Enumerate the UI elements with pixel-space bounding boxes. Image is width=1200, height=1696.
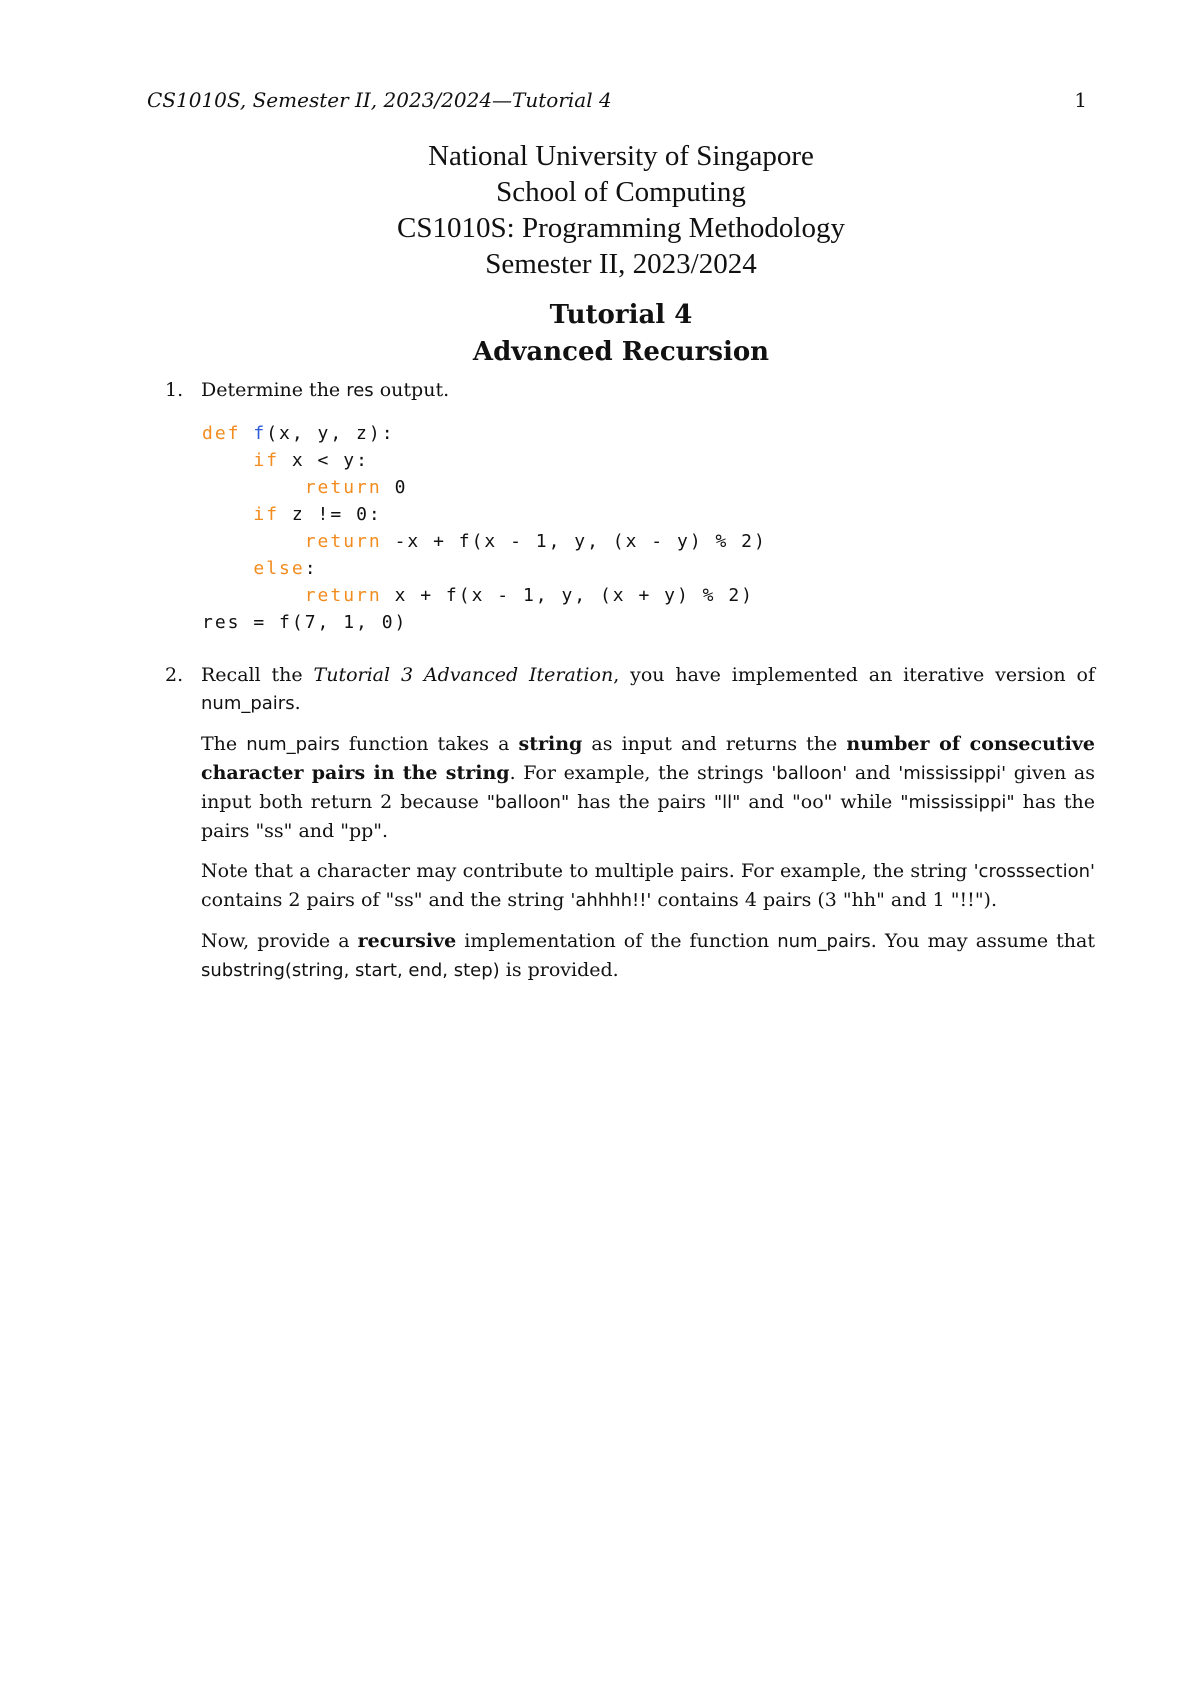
code-line [202,528,767,555]
code-text [202,585,305,606]
document-title [0,138,1200,282]
question-2-number: 2. [165,664,184,686]
code-keyword: return [304,477,382,498]
question-2-paragraph-3: Note that a character may contribute to multiple pairs. For example, the string 'crosssection' contains 2 pairs of "ss" and the string 'ahhhh!!' contains 4 pairs (3 "hh" and 1 "!!"). [201,860,1095,911]
code-line [202,582,767,609]
code-line [202,447,767,474]
question-1-prompt: Determine the res output. [201,379,450,401]
inline-code: 'crosssection' [973,861,1095,882]
question-2-paragraph-2: The num_pairs function takes a string as input and returns the number of consecutive character pairs in the string. For example, the strings 'balloon' and 'mississippi' given as input both return 2 because "balloon" has the pairs "ll" and "oo" while "mississippi" has the pairs "ss" and "pp". [201,733,1095,842]
inline-code: substring(string, start, end, step) [201,960,500,981]
code-block [202,420,767,636]
tutorial-topic: Advanced Recursion [472,337,770,367]
code-line [202,474,767,501]
running-title: CS1010S, Semester II, 2023/2024—Tutorial 4 [147,88,612,112]
code-text: z != 0: [279,504,382,525]
code-keyword: def [202,423,241,444]
code-text [202,504,253,525]
inline-code: num_pairs [777,931,871,952]
bold-text: recursive [357,930,457,952]
inline-code: "balloon" [486,792,570,813]
code-line [202,501,767,528]
inline-code: 'mississippi' [898,763,1007,784]
code-keyword: else [253,558,305,579]
code-keyword: if [253,450,280,471]
code-keyword: return [304,585,382,606]
inline-code: res [346,380,374,401]
bold-text: number of consecutive character pairs in the string [201,733,1095,784]
code-text: (x, y, z): [266,423,395,444]
question-2-paragraph-1: Recall the Tutorial 3 Advanced Iteration, you have implemented an iterative version of num_pairs. [201,664,1096,714]
bold-text: string [518,733,583,755]
code-line [202,555,767,582]
question-1 [165,376,1095,405]
inline-code: "ll" [713,792,741,813]
question-2-paragraph-4: Now, provide a recursive implementation of the function num_pairs. You may assume that substring(string, start, end, step) is provided. [201,930,1095,981]
inline-code: 'balloon' [771,763,848,784]
title-course: CS1010S: Programming Methodology [397,212,845,244]
running-header [147,88,1087,112]
title-university: National University of Singapore [428,140,814,172]
code-text: res = f(7, 1, 0) [202,612,408,633]
code-text: 0 [381,477,408,498]
inline-code: num_pairs [201,693,295,714]
title-school: School of Computing [496,176,746,208]
inline-code: 'ahhhh!!' [570,890,652,911]
code-text [202,477,305,498]
inline-code: num_pairs [246,734,340,755]
code-keyword: if [253,504,280,525]
code-text: x < y: [279,450,369,471]
code-text [202,558,253,579]
code-text: : [304,558,318,579]
tutorial-reference: Tutorial 3 Advanced Iteration [313,664,614,686]
question-2 [165,661,1095,997]
code-text [202,450,253,471]
code-text: x + f(x - 1, y, (x + y) % 2) [381,585,755,606]
code-line [202,609,767,636]
tutorial-number: Tutorial 4 [549,300,693,330]
code-text [202,531,305,552]
inline-code: "mississippi" [900,792,1015,813]
code-text: -x + f(x - 1, y, (x - y) % 2) [381,531,767,552]
code-text [241,423,254,444]
title-semester: Semester II, 2023/2024 [485,248,757,280]
question-1-number: 1. [165,379,184,401]
page-number: 1 [1074,88,1087,112]
code-function-name: f [253,423,267,444]
tutorial-heading [0,297,1200,371]
code-keyword: return [304,531,382,552]
code-line [202,420,767,447]
